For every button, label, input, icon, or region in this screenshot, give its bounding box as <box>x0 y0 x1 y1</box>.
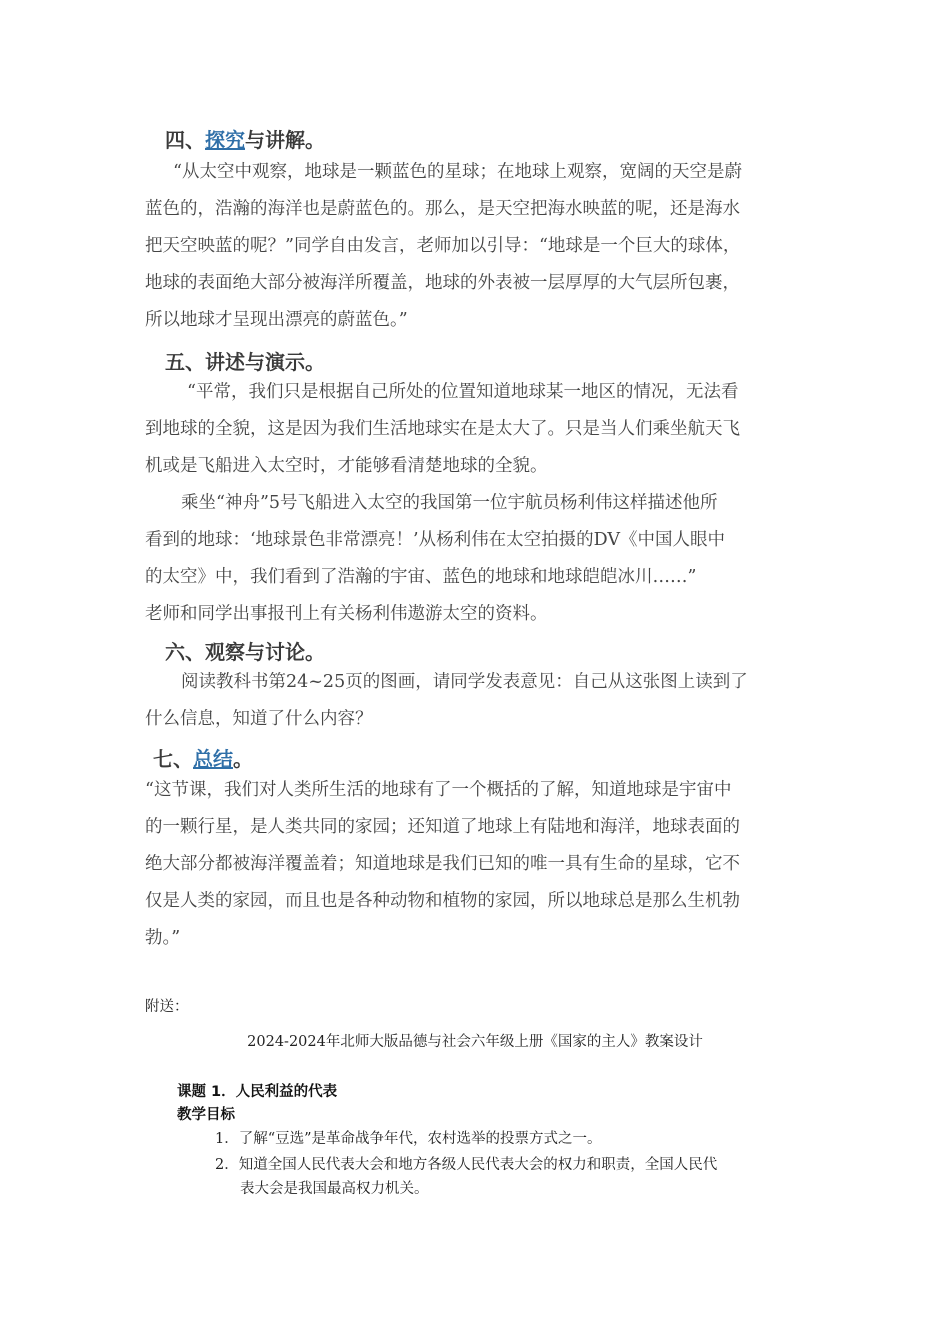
goal-item: 2．知道全国人民代表大会和地方各级人民代表大会的权力和职责，全国人民代 <box>215 1157 718 1173</box>
paragraph-section-6 <box>145 664 810 738</box>
text-line: 的一颗行星，是人类共同的家园；还知道了地球上有陆地和海洋，地球表面的 <box>145 817 740 837</box>
paragraph-section-7 <box>145 772 810 957</box>
text-line: 把天空映蓝的呢？”同学自由发言，老师加以引导：“地球是一个巨大的球体， <box>145 236 741 256</box>
text-line: 什么信息，知道了什么内容？ <box>145 709 373 729</box>
text-line: 到地球的全貌，这是因为我们生活地球实在是太大了。只是当人们乘坐航天飞 <box>145 419 740 439</box>
text-line: 地球的表面绝大部分被海洋所覆盖，地球的外表被一层厚厚的大气层所包裹， <box>145 273 740 293</box>
text-line: 的太空》中，我们看到了浩瀚的宇宙、蓝色的地球和地球皑皑冰川……” <box>145 567 697 587</box>
text-line: “从太空中观察，地球是一颗蓝色的星球；在地球上观察，宽阔的天空是蔚 <box>173 162 742 182</box>
goal-item: 表大会是我国最高权力机关。 <box>240 1181 429 1197</box>
text-line: 勃。” <box>145 928 181 948</box>
text-line: 阅读教科书第24~25页的图画，请同学发表意见：自己从这张图上读到了 <box>181 672 748 692</box>
text-line: 所以地球才呈现出漂亮的蔚蓝色。” <box>145 310 408 330</box>
heading-section-6: 六、观察与讨论。 <box>165 640 325 664</box>
heading-section-4: 四、探究与讲解。 <box>165 128 325 152</box>
link-explore[interactable]: 探究 <box>205 128 245 152</box>
text-line: 机或是飞船进入太空时，才能够看清楚地球的全貌。 <box>145 456 548 476</box>
paragraph-section-4 <box>145 154 810 339</box>
goal-item: 1．了解“豆选”是革命战争年代，农村选举的投票方式之一。 <box>215 1131 602 1147</box>
appendix-title: 2024-2024年北师大版品德与社会六年级上册《国家的主人》教案设计 <box>247 1034 703 1050</box>
text-line: “平常，我们只是根据自己所处的位置知道地球某一地区的情况，无法看 <box>187 382 739 402</box>
text-line: 绝大部分都被海洋覆盖着；知道地球是我们已知的唯一具有生命的星球，它不 <box>145 854 740 874</box>
paragraph-section-5 <box>145 374 810 633</box>
heading-section-7: 七、总结。 <box>153 747 253 771</box>
text-line: 乘坐“神舟”5号飞船进入太空的我国第一位宇航员杨利伟这样描述他所 <box>181 493 718 513</box>
goals-heading: 教学目标 <box>177 1107 235 1123</box>
text-line: 蓝色的，浩瀚的海洋也是蔚蓝色的。那么，是天空把海水映蓝的呢，还是海水 <box>145 199 740 219</box>
appendix-label: 附送： <box>145 999 189 1015</box>
link-summary[interactable]: 总结 <box>193 747 233 771</box>
lesson-title: 课题 1．人民利益的代表 <box>177 1084 338 1100</box>
text-line: 看到的地球：‘地球景色非常漂亮！’从杨利伟在太空拍摄的DV《中国人眼中 <box>145 530 725 550</box>
text-line: 老师和同学出事报刊上有关杨利伟遨游太空的资料。 <box>145 604 548 624</box>
text-line: 仅是人类的家园，而且也是各种动物和植物的家园，所以地球总是那么生机勃 <box>145 891 740 911</box>
heading-section-5: 五、讲述与演示。 <box>165 350 325 374</box>
text-line: “这节课，我们对人类所生活的地球有了一个概括的了解，知道地球是宇宙中 <box>145 780 732 800</box>
